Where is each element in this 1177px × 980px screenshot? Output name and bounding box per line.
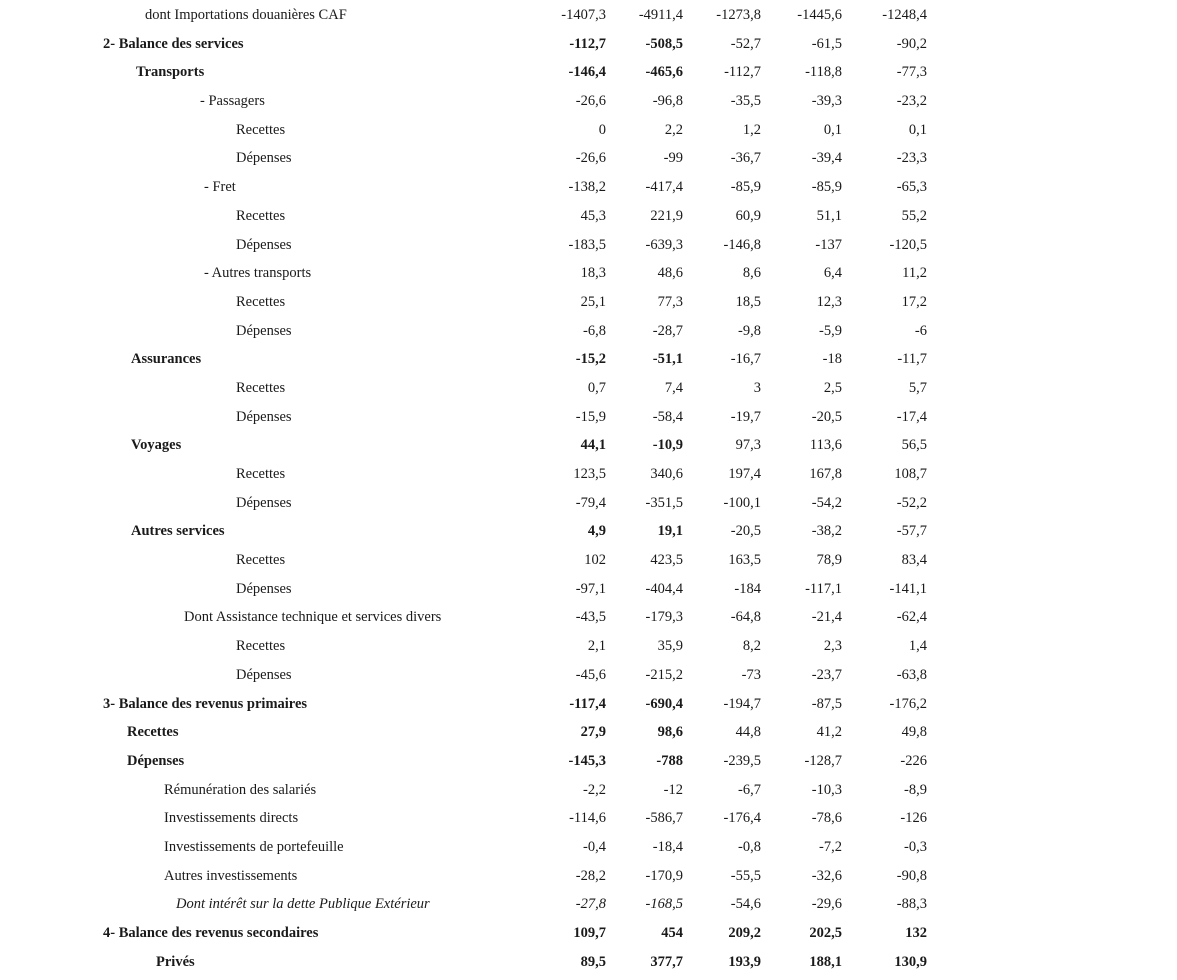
table-row: [0, 747, 1177, 776]
cell-col-2: -18,4: [652, 838, 683, 855]
row-label: Dépenses: [236, 408, 292, 425]
cell-col-1: -2,2: [583, 781, 606, 798]
cell-col-1: 45,3: [580, 207, 606, 224]
cell-col-2: 377,7: [650, 953, 683, 970]
cell-col-3: 18,5: [735, 293, 761, 310]
cell-col-4: -23,7: [811, 666, 842, 683]
cell-col-1: -114,6: [569, 810, 606, 827]
table-row: [0, 30, 1177, 59]
cell-col-1: -1407,3: [561, 7, 606, 23]
row-label: - Fret: [204, 179, 236, 196]
row-label: - Passagers: [200, 93, 265, 110]
cell-col-4: 2,3: [823, 638, 842, 655]
cell-col-5: -52,2: [896, 494, 927, 511]
cell-col-4: -87,5: [811, 695, 842, 712]
row-label: Dépenses: [236, 666, 292, 683]
cell-col-4: -10,3: [811, 781, 842, 798]
cell-col-4: -137: [815, 236, 842, 253]
table-row: [0, 919, 1177, 948]
cell-col-5: -176,2: [889, 695, 927, 712]
table-row: [0, 575, 1177, 604]
cell-col-3: -73: [741, 666, 761, 683]
cell-col-5: -63,8: [896, 666, 927, 683]
row-label: Recettes: [236, 638, 286, 655]
cell-col-2: -51,1: [652, 351, 683, 368]
cell-col-3: 1,2: [742, 121, 761, 138]
table-row: [0, 144, 1177, 173]
cell-col-4: 0,1: [823, 121, 842, 138]
cell-col-2: -465,6: [645, 64, 683, 81]
row-label: - Autres transports: [204, 265, 312, 282]
row-label: Recettes: [236, 293, 286, 310]
table-row: [0, 231, 1177, 260]
cell-col-1: -15,2: [575, 351, 606, 368]
table-row: [0, 374, 1177, 403]
cell-col-2: -4911,4: [638, 7, 683, 23]
row-label: Recettes: [236, 379, 286, 396]
cell-col-4: 2,5: [823, 379, 842, 396]
table-row: [0, 116, 1177, 145]
cell-col-2: -170,9: [645, 867, 683, 884]
row-label: dont Importations douanières CAF: [145, 7, 347, 23]
row-label: Privés: [156, 953, 195, 970]
cell-col-2: -28,7: [652, 322, 683, 339]
cell-col-4: -39,3: [811, 93, 842, 110]
cell-col-5: -77,3: [896, 64, 927, 81]
row-label: 2- Balance des services: [103, 35, 244, 52]
row-label: Recettes: [236, 552, 286, 569]
cell-col-3: 60,9: [735, 207, 761, 224]
cell-col-3: -239,5: [723, 752, 761, 769]
cell-col-4: 41,2: [816, 724, 842, 741]
table-row: [0, 890, 1177, 919]
cell-col-4: -18: [822, 351, 842, 368]
cell-col-5: -120,5: [889, 236, 927, 253]
cell-col-2: 340,6: [650, 466, 683, 482]
cell-col-3: 3: [753, 379, 761, 396]
row-label: Voyages: [131, 437, 182, 454]
cell-col-2: 19,1: [657, 523, 683, 540]
cell-col-4: 202,5: [809, 925, 842, 941]
cell-col-5: -226: [900, 752, 927, 769]
cell-col-5: 5,7: [908, 379, 927, 396]
cell-col-5: -62,4: [896, 609, 927, 626]
cell-col-5: -65,3: [896, 179, 927, 196]
cell-col-1: -97,1: [575, 580, 606, 597]
cell-col-2: -58,4: [652, 408, 683, 425]
cell-col-5: -88,3: [896, 896, 927, 913]
cell-col-1: 109,7: [573, 925, 606, 941]
cell-col-1: -6,8: [583, 322, 606, 339]
cell-col-1: -26,6: [575, 150, 606, 167]
cell-col-3: -36,7: [730, 150, 761, 167]
cell-col-2: -215,2: [645, 666, 683, 683]
cell-col-5: 132: [905, 925, 927, 941]
table-row: [0, 546, 1177, 575]
cell-col-3: 8,6: [742, 265, 761, 282]
cell-col-1: 25,1: [580, 293, 606, 310]
cell-col-5: 1,4: [908, 638, 927, 655]
cell-col-2: -404,4: [645, 580, 683, 597]
cell-col-1: -15,9: [575, 408, 606, 425]
cell-col-5: 0,1: [908, 121, 927, 138]
cell-col-3: -64,8: [730, 609, 761, 626]
cell-col-3: -146,8: [723, 236, 761, 253]
row-label: Investissements de portefeuille: [164, 838, 344, 855]
table-row: [0, 632, 1177, 661]
cell-col-2: 48,6: [657, 265, 683, 282]
cell-col-4: 51,1: [816, 207, 842, 224]
cell-col-5: -23,2: [896, 93, 927, 110]
row-label: Autres services: [131, 523, 225, 540]
row-label: Dépenses: [236, 322, 292, 339]
row-label: Rémunération des salariés: [164, 781, 317, 798]
cell-col-4: -39,4: [811, 150, 842, 167]
cell-col-2: -690,4: [645, 695, 683, 712]
cell-col-2: 35,9: [657, 638, 683, 655]
cell-col-1: 89,5: [580, 953, 606, 970]
cell-col-3: -100,1: [723, 494, 761, 511]
cell-col-5: -0,3: [904, 838, 927, 855]
row-label: Dépenses: [236, 236, 292, 253]
table-row: [0, 661, 1177, 690]
cell-col-4: 167,8: [809, 466, 842, 482]
cell-col-3: 97,3: [735, 437, 761, 454]
cell-col-1: -183,5: [568, 236, 606, 253]
cell-col-3: -112,7: [724, 64, 761, 81]
cell-col-4: -38,2: [811, 523, 842, 540]
table-row: [0, 776, 1177, 805]
cell-col-3: -52,7: [730, 35, 761, 52]
cell-col-5: -141,1: [889, 580, 927, 597]
cell-col-2: 98,6: [657, 724, 683, 741]
cell-col-1: -43,5: [575, 609, 606, 626]
table-row: [0, 862, 1177, 891]
cell-col-3: -19,7: [730, 408, 761, 425]
cell-col-2: 7,4: [664, 379, 683, 396]
cell-col-2: -508,5: [645, 35, 683, 52]
table-row: [0, 718, 1177, 747]
cell-col-2: 77,3: [657, 293, 683, 310]
cell-col-4: -117,1: [805, 580, 842, 597]
cell-col-3: -9,8: [738, 322, 761, 339]
row-label: 3- Balance des revenus primaires: [103, 695, 308, 712]
cell-col-1: -45,6: [575, 666, 606, 683]
cell-col-5: 56,5: [901, 437, 927, 454]
cell-col-3: -35,5: [730, 93, 761, 110]
cell-col-4: -85,9: [811, 179, 842, 196]
balance-table: [0, 1, 1177, 976]
cell-col-2: 454: [661, 925, 683, 941]
table-row: [0, 690, 1177, 719]
table-row: [0, 317, 1177, 346]
cell-col-3: -55,5: [730, 867, 761, 884]
cell-col-5: -1248,4: [882, 7, 927, 23]
cell-col-4: 113,6: [809, 437, 842, 454]
cell-col-5: 130,9: [894, 953, 927, 970]
cell-col-5: -17,4: [896, 408, 927, 425]
cell-col-1: 0,7: [587, 379, 606, 396]
cell-col-4: -32,6: [811, 867, 842, 884]
table-row: [0, 603, 1177, 632]
cell-col-2: -96,8: [652, 93, 683, 110]
cell-col-4: 188,1: [809, 953, 842, 970]
table-row: [0, 948, 1177, 977]
cell-col-5: -90,8: [896, 867, 927, 884]
cell-col-5: 55,2: [901, 207, 927, 224]
cell-col-4: -61,5: [811, 35, 842, 52]
cell-col-1: -28,2: [575, 867, 606, 884]
cell-col-1: -138,2: [568, 179, 606, 196]
cell-col-1: 0: [598, 121, 606, 138]
cell-col-4: -1445,6: [797, 7, 842, 23]
cell-col-3: -54,6: [730, 896, 761, 913]
cell-col-3: -85,9: [730, 179, 761, 196]
cell-col-4: 12,3: [816, 293, 842, 310]
cell-col-1: 27,9: [580, 724, 606, 741]
cell-col-3: -6,7: [738, 781, 761, 798]
row-label: Assurances: [131, 351, 202, 368]
cell-col-1: -117,4: [569, 695, 606, 712]
cell-col-3: 193,9: [728, 953, 761, 970]
cell-col-5: -57,7: [896, 523, 927, 540]
row-label: Dépenses: [236, 150, 292, 167]
cell-col-1: -112,7: [569, 35, 606, 52]
cell-col-1: -0,4: [583, 838, 606, 855]
cell-col-1: 44,1: [580, 437, 606, 454]
cell-col-3: -184: [734, 580, 761, 597]
cell-col-3: 197,4: [728, 466, 761, 482]
cell-col-2: 2,2: [664, 121, 683, 138]
cell-col-1: 18,3: [580, 265, 606, 282]
cell-col-5: -23,3: [896, 150, 927, 167]
cell-col-2: 221,9: [650, 207, 683, 224]
cell-col-4: -118,8: [805, 64, 842, 81]
cell-col-3: -0,8: [738, 838, 761, 855]
cell-col-4: 78,9: [816, 552, 842, 569]
cell-col-1: 123,5: [573, 466, 606, 482]
cell-col-3: -1273,8: [716, 7, 761, 23]
cell-col-5: -90,2: [896, 35, 927, 52]
cell-col-4: -21,4: [811, 609, 842, 626]
cell-col-4: -128,7: [804, 752, 842, 769]
cell-col-1: 2,1: [587, 638, 606, 655]
cell-col-1: -27,8: [575, 896, 606, 913]
cell-col-3: 163,5: [728, 552, 761, 569]
table-row: [0, 403, 1177, 432]
row-label: Dépenses: [127, 752, 185, 769]
row-label: Recettes: [236, 466, 286, 482]
cell-col-2: -12: [663, 781, 683, 798]
table-row: [0, 259, 1177, 288]
cell-col-1: -145,3: [568, 752, 606, 769]
cell-col-4: -5,9: [819, 322, 842, 339]
table-row: [0, 345, 1177, 374]
table-row: [0, 460, 1177, 489]
cell-col-2: -639,3: [645, 236, 683, 253]
cell-col-4: -20,5: [811, 408, 842, 425]
cell-col-2: 423,5: [650, 552, 683, 569]
cell-col-5: -126: [900, 810, 927, 827]
table-row: [0, 833, 1177, 862]
cell-col-2: -586,7: [645, 810, 683, 827]
row-label: Dépenses: [236, 580, 292, 597]
table-row: [0, 431, 1177, 460]
table-row: [0, 489, 1177, 518]
cell-col-2: -10,9: [652, 437, 683, 454]
cell-col-1: 4,9: [587, 523, 606, 540]
cell-col-5: 49,8: [901, 724, 927, 741]
cell-col-5: -6: [914, 322, 927, 339]
cell-col-1: -146,4: [568, 64, 606, 81]
row-label: Recettes: [236, 207, 286, 224]
row-label: Recettes: [127, 724, 179, 741]
cell-col-2: -99: [663, 150, 683, 167]
cell-col-5: -11,7: [897, 351, 927, 368]
row-label: 4- Balance des revenus secondaires: [103, 925, 319, 941]
cell-col-4: 6,4: [823, 265, 842, 282]
cell-col-2: -179,3: [645, 609, 683, 626]
table-row: [0, 202, 1177, 231]
cell-col-4: -7,2: [819, 838, 842, 855]
row-label: Dont intérêt sur la dette Publique Extérieur: [176, 896, 430, 913]
cell-col-1: 102: [584, 552, 606, 569]
row-label: Autres investissements: [164, 867, 298, 884]
cell-col-2: -417,4: [645, 179, 683, 196]
cell-col-3: 8,2: [742, 638, 761, 655]
cell-col-2: -351,5: [645, 494, 683, 511]
cell-col-4: -54,2: [811, 494, 842, 511]
row-label: Dépenses: [236, 494, 292, 511]
row-label: Dont Assistance technique et services divers: [184, 609, 442, 626]
table-row: [0, 58, 1177, 87]
row-label: Recettes: [236, 121, 286, 138]
cell-col-3: 44,8: [735, 724, 761, 741]
cell-col-5: 17,2: [901, 293, 927, 310]
table-row: [0, 517, 1177, 546]
cell-col-1: -26,6: [575, 93, 606, 110]
cell-col-3: -20,5: [730, 523, 761, 540]
cell-col-2: -788: [656, 752, 683, 769]
table-row: [0, 288, 1177, 317]
cell-col-3: -16,7: [730, 351, 761, 368]
table-row: [0, 173, 1177, 202]
cell-col-3: -194,7: [723, 695, 761, 712]
table-row: [0, 1, 1177, 30]
table-row: [0, 87, 1177, 116]
cell-col-1: -79,4: [575, 494, 606, 511]
cell-col-4: -29,6: [811, 896, 842, 913]
row-label: Investissements directs: [164, 810, 299, 827]
cell-col-2: -168,5: [645, 896, 683, 913]
cell-col-3: -176,4: [723, 810, 761, 827]
row-label: Transports: [136, 64, 205, 81]
table-row: [0, 804, 1177, 833]
cell-col-5: 83,4: [901, 552, 927, 569]
cell-col-5: 108,7: [894, 466, 927, 482]
cell-col-5: 11,2: [902, 265, 927, 282]
cell-col-3: 209,2: [728, 925, 761, 941]
cell-col-5: -8,9: [904, 781, 927, 798]
cell-col-4: -78,6: [811, 810, 842, 827]
